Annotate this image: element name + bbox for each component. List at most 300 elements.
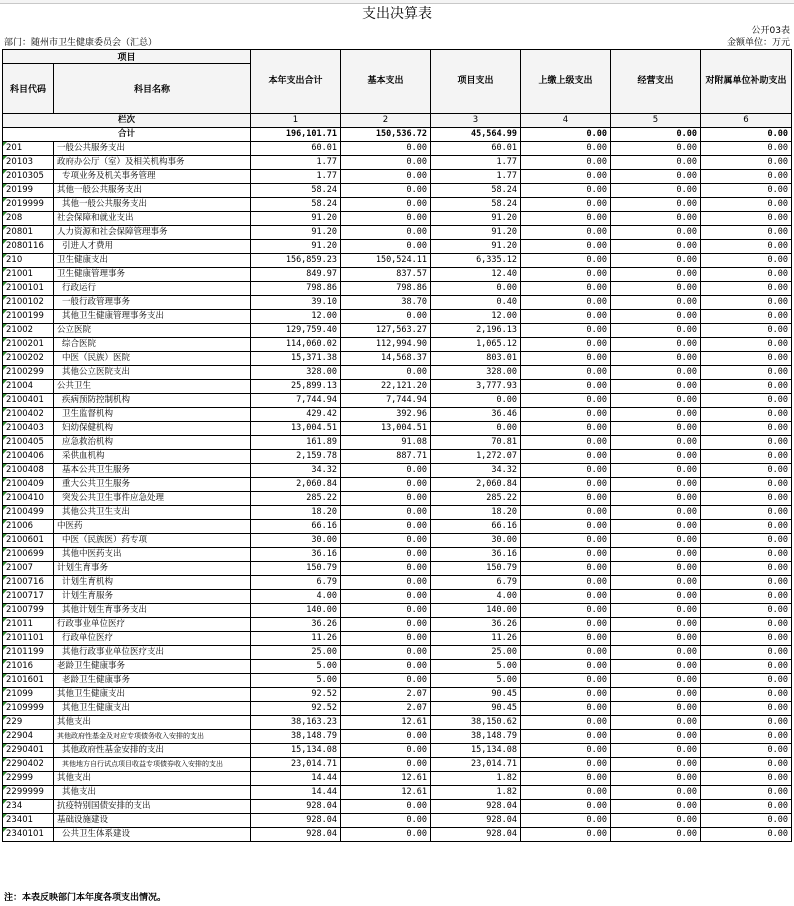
amount-subsidy: 0.00 xyxy=(701,184,792,198)
amount-basic: 150,524.11 xyxy=(341,254,431,268)
subject-code: 20199 xyxy=(3,184,54,198)
subject-code: 2101199 xyxy=(3,646,54,660)
amount-upper: 0.00 xyxy=(521,212,611,226)
amount-total: 60.01 xyxy=(251,142,341,156)
amount-total: 2,159.78 xyxy=(251,450,341,464)
amount-business: 0.00 xyxy=(611,464,701,478)
amount-project: 66.16 xyxy=(431,520,521,534)
subject-code: 2109999 xyxy=(3,702,54,716)
amount-upper: 0.00 xyxy=(521,170,611,184)
amount-basic: 2.07 xyxy=(341,688,431,702)
amount-subsidy: 0.00 xyxy=(701,198,792,212)
amount-business: 0.00 xyxy=(611,506,701,520)
cell-flag-icon xyxy=(3,548,7,552)
index-row xyxy=(3,114,792,128)
subject-name: 其他卫生健康管理事务支出 xyxy=(54,310,251,324)
subject-name: 其他公立医院支出 xyxy=(54,366,251,380)
amount-business: 0.00 xyxy=(611,478,701,492)
amount-total: 15,371.38 xyxy=(251,352,341,366)
subject-code: 2080116 xyxy=(3,240,54,254)
amount-subsidy: 0.00 xyxy=(701,828,792,842)
subject-name: 其他公共卫生支出 xyxy=(54,506,251,520)
amount-total: 4.00 xyxy=(251,590,341,604)
amount-total: 161.89 xyxy=(251,436,341,450)
subject-code: 23401 xyxy=(3,814,54,828)
subject-name: 卫生健康管理事务 xyxy=(54,268,251,282)
amount-business: 0.00 xyxy=(611,240,701,254)
cell-flag-icon xyxy=(3,506,7,510)
table-row xyxy=(3,702,792,716)
table-row xyxy=(3,772,792,786)
total-row xyxy=(3,128,792,142)
amount-basic: 0.00 xyxy=(341,604,431,618)
amount-basic: 0.00 xyxy=(341,212,431,226)
amount-subsidy: 0.00 xyxy=(701,212,792,226)
amount-upper: 0.00 xyxy=(521,198,611,212)
subject-code: 2100409 xyxy=(3,478,54,492)
amount-subsidy: 0.00 xyxy=(701,646,792,660)
amount-subsidy: 0.00 xyxy=(701,772,792,786)
amount-upper: 0.00 xyxy=(521,716,611,730)
amount-upper: 0.00 xyxy=(521,408,611,422)
subject-code: 21002 xyxy=(3,324,54,338)
subject-code: 229 xyxy=(3,716,54,730)
amount-business: 0.00 xyxy=(611,142,701,156)
subject-code: 2100405 xyxy=(3,436,54,450)
amount-upper: 0.00 xyxy=(521,562,611,576)
amount-total: 5.00 xyxy=(251,674,341,688)
subject-name: 抗疫特别国债安排的支出 xyxy=(54,800,251,814)
cell-flag-icon xyxy=(3,534,7,538)
expenditure-table xyxy=(2,49,792,842)
amount-project: 38,148.79 xyxy=(431,730,521,744)
amount-basic: 7,744.94 xyxy=(341,394,431,408)
amount-project: 928.04 xyxy=(431,828,521,842)
amount-business: 0.00 xyxy=(611,744,701,758)
amount-upper: 0.00 xyxy=(521,268,611,282)
amount-business: 0.00 xyxy=(611,814,701,828)
amount-total: 91.20 xyxy=(251,240,341,254)
cell-flag-icon xyxy=(3,688,7,692)
cell-flag-icon xyxy=(3,632,7,636)
amount-business: 0.00 xyxy=(611,156,701,170)
amount-total: 114,060.02 xyxy=(251,338,341,352)
amount-subsidy: 0.00 xyxy=(701,576,792,590)
amount-total: 66.16 xyxy=(251,520,341,534)
table-row xyxy=(3,814,792,828)
amount-project: 2,196.13 xyxy=(431,324,521,338)
subject-name: 其他支出 xyxy=(54,786,251,800)
amount-subsidy: 0.00 xyxy=(701,702,792,716)
amount-project: 15,134.08 xyxy=(431,744,521,758)
amount-basic: 0.00 xyxy=(341,646,431,660)
amount-upper: 0.00 xyxy=(521,492,611,506)
amount-total: 36.26 xyxy=(251,618,341,632)
amount-subsidy: 0.00 xyxy=(701,338,792,352)
table-row xyxy=(3,632,792,646)
header-business: 经营支出 xyxy=(611,50,701,114)
table-row xyxy=(3,534,792,548)
amount-upper: 0.00 xyxy=(521,772,611,786)
subject-name: 其他中医药支出 xyxy=(54,548,251,562)
table-row xyxy=(3,660,792,674)
subject-code: 2010305 xyxy=(3,170,54,184)
table-row xyxy=(3,394,792,408)
amount-basic: 887.71 xyxy=(341,450,431,464)
amount-upper: 0.00 xyxy=(521,786,611,800)
amount-total: 38,163.23 xyxy=(251,716,341,730)
table-row xyxy=(3,310,792,324)
amount-business: 0.00 xyxy=(611,170,701,184)
subject-code: 20103 xyxy=(3,156,54,170)
subject-code: 2100716 xyxy=(3,576,54,590)
amount-business: 0.00 xyxy=(611,226,701,240)
amount-basic: 91.08 xyxy=(341,436,431,450)
amount-project: 0.00 xyxy=(431,394,521,408)
cell-flag-icon xyxy=(3,576,7,580)
amount-upper: 0.00 xyxy=(521,604,611,618)
subject-code: 2100299 xyxy=(3,366,54,380)
subject-code: 2100799 xyxy=(3,604,54,618)
amount-project: 150.79 xyxy=(431,562,521,576)
amount-upper: 0.00 xyxy=(521,394,611,408)
amount-subsidy: 0.00 xyxy=(701,282,792,296)
amount-basic: 0.00 xyxy=(341,156,431,170)
amount-basic: 0.00 xyxy=(341,170,431,184)
amount-upper: 0.00 xyxy=(521,548,611,562)
amount-business: 0.00 xyxy=(611,590,701,604)
amount-project: 5.00 xyxy=(431,674,521,688)
amount-basic: 0.00 xyxy=(341,198,431,212)
amount-project: 18.20 xyxy=(431,506,521,520)
subject-code: 21006 xyxy=(3,520,54,534)
amount-total: 92.52 xyxy=(251,702,341,716)
subject-name: 其他支出 xyxy=(54,716,251,730)
amount-project: 1,272.07 xyxy=(431,450,521,464)
amount-total: 25.00 xyxy=(251,646,341,660)
amount-business: 0.00 xyxy=(611,254,701,268)
subject-name: 其他行政事业单位医疗支出 xyxy=(54,646,251,660)
amount-upper: 0.00 xyxy=(521,296,611,310)
index-cell: 1 xyxy=(251,114,341,128)
amount-basic: 0.00 xyxy=(341,590,431,604)
index-cell: 2 xyxy=(341,114,431,128)
amount-upper: 0.00 xyxy=(521,184,611,198)
amount-business: 0.00 xyxy=(611,618,701,632)
table-row xyxy=(3,674,792,688)
subject-name: 中医药 xyxy=(54,520,251,534)
amount-subsidy: 0.00 xyxy=(701,450,792,464)
amount-subsidy: 0.00 xyxy=(701,758,792,772)
amount-business: 0.00 xyxy=(611,660,701,674)
amount-project: 803.01 xyxy=(431,352,521,366)
cell-flag-icon xyxy=(3,142,7,146)
subject-code: 22904 xyxy=(3,730,54,744)
amount-subsidy: 0.00 xyxy=(701,562,792,576)
amount-upper: 0.00 xyxy=(521,338,611,352)
cell-flag-icon xyxy=(3,366,7,370)
amount-total: 91.20 xyxy=(251,226,341,240)
unit-label: 金额单位：万元 xyxy=(726,38,790,48)
amount-basic: 0.00 xyxy=(341,632,431,646)
amount-total: 39.10 xyxy=(251,296,341,310)
amount-subsidy: 0.00 xyxy=(701,394,792,408)
amount-project: 23,014.71 xyxy=(431,758,521,772)
amount-basic: 0.00 xyxy=(341,828,431,842)
subject-code: 2100403 xyxy=(3,422,54,436)
amount-basic: 12.61 xyxy=(341,716,431,730)
amount-subsidy: 0.00 xyxy=(701,548,792,562)
table-row xyxy=(3,688,792,702)
amount-project: 36.16 xyxy=(431,548,521,562)
amount-basic: 0.00 xyxy=(341,674,431,688)
subject-code: 21099 xyxy=(3,688,54,702)
amount-business: 0.00 xyxy=(611,212,701,226)
amount-subsidy: 0.00 xyxy=(701,604,792,618)
amount-subsidy: 0.00 xyxy=(701,436,792,450)
amount-subsidy: 0.00 xyxy=(701,240,792,254)
total-cell: 0.00 xyxy=(521,128,611,142)
amount-basic: 392.96 xyxy=(341,408,431,422)
table-row xyxy=(3,464,792,478)
amount-subsidy: 0.00 xyxy=(701,674,792,688)
amount-business: 0.00 xyxy=(611,758,701,772)
subject-name: 一般行政管理事务 xyxy=(54,296,251,310)
amount-upper: 0.00 xyxy=(521,156,611,170)
amount-project: 1.77 xyxy=(431,170,521,184)
amount-business: 0.00 xyxy=(611,576,701,590)
cell-flag-icon xyxy=(3,240,7,244)
amount-business: 0.00 xyxy=(611,450,701,464)
table-row xyxy=(3,786,792,800)
amount-subsidy: 0.00 xyxy=(701,716,792,730)
amount-basic: 0.00 xyxy=(341,366,431,380)
subject-name: 计划生育机构 xyxy=(54,576,251,590)
amount-upper: 0.00 xyxy=(521,380,611,394)
amount-basic: 0.00 xyxy=(341,478,431,492)
amount-total: 140.00 xyxy=(251,604,341,618)
amount-business: 0.00 xyxy=(611,604,701,618)
amount-basic: 127,563.27 xyxy=(341,324,431,338)
subject-name: 一般公共服务支出 xyxy=(54,142,251,156)
subject-code: 21007 xyxy=(3,562,54,576)
amount-total: 429.42 xyxy=(251,408,341,422)
amount-business: 0.00 xyxy=(611,352,701,366)
amount-upper: 0.00 xyxy=(521,688,611,702)
amount-total: 14.44 xyxy=(251,786,341,800)
subject-code: 2100410 xyxy=(3,492,54,506)
amount-upper: 0.00 xyxy=(521,506,611,520)
table-row xyxy=(3,730,792,744)
cell-flag-icon xyxy=(3,212,7,216)
amount-upper: 0.00 xyxy=(521,520,611,534)
amount-basic: 0.00 xyxy=(341,548,431,562)
cell-flag-icon xyxy=(3,408,7,412)
table-row xyxy=(3,184,792,198)
cell-flag-icon xyxy=(3,716,7,720)
amount-upper: 0.00 xyxy=(521,464,611,478)
amount-project: 11.26 xyxy=(431,632,521,646)
table-row xyxy=(3,520,792,534)
amount-business: 0.00 xyxy=(611,730,701,744)
amount-basic: 12.61 xyxy=(341,786,431,800)
table-row xyxy=(3,212,792,226)
amount-basic: 0.00 xyxy=(341,730,431,744)
subject-code: 2100601 xyxy=(3,534,54,548)
subject-code: 2100401 xyxy=(3,394,54,408)
total-cell: 196,101.71 xyxy=(251,128,341,142)
amount-subsidy: 0.00 xyxy=(701,352,792,366)
cell-flag-icon xyxy=(3,226,7,230)
amount-business: 0.00 xyxy=(611,338,701,352)
header-total: 本年支出合计 xyxy=(251,50,341,114)
subject-name: 基础设施建设 xyxy=(54,814,251,828)
amount-total: 2,060.84 xyxy=(251,478,341,492)
subject-code: 208 xyxy=(3,212,54,226)
amount-business: 0.00 xyxy=(611,632,701,646)
amount-basic: 0.00 xyxy=(341,814,431,828)
amount-subsidy: 0.00 xyxy=(701,380,792,394)
subject-name: 其他卫生健康支出 xyxy=(54,702,251,716)
amount-project: 928.04 xyxy=(431,814,521,828)
table-row xyxy=(3,478,792,492)
amount-basic: 0.00 xyxy=(341,660,431,674)
subject-code: 2100102 xyxy=(3,296,54,310)
amount-total: 928.04 xyxy=(251,814,341,828)
amount-subsidy: 0.00 xyxy=(701,310,792,324)
subject-code: 22999 xyxy=(3,772,54,786)
amount-basic: 0.00 xyxy=(341,800,431,814)
cell-flag-icon xyxy=(3,338,7,342)
amount-project: 4.00 xyxy=(431,590,521,604)
amount-business: 0.00 xyxy=(611,408,701,422)
amount-subsidy: 0.00 xyxy=(701,366,792,380)
amount-project: 928.04 xyxy=(431,800,521,814)
amount-total: 25,899.13 xyxy=(251,380,341,394)
amount-project: 91.20 xyxy=(431,212,521,226)
amount-upper: 0.00 xyxy=(521,240,611,254)
subject-name: 人力资源和社会保障管理事务 xyxy=(54,226,251,240)
amount-basic: 0.00 xyxy=(341,142,431,156)
footnote: 注：本表反映部门本年度各项支出情况。 xyxy=(4,893,167,903)
table-row xyxy=(3,352,792,366)
cell-flag-icon xyxy=(3,744,7,748)
amount-business: 0.00 xyxy=(611,800,701,814)
table-row xyxy=(3,142,792,156)
amount-subsidy: 0.00 xyxy=(701,618,792,632)
cell-flag-icon xyxy=(3,702,7,706)
department-label: 部门：随州市卫生健康委员会（汇总） xyxy=(4,38,158,48)
table-row xyxy=(3,366,792,380)
amount-upper: 0.00 xyxy=(521,436,611,450)
amount-upper: 0.00 xyxy=(521,366,611,380)
amount-total: 38,148.79 xyxy=(251,730,341,744)
amount-subsidy: 0.00 xyxy=(701,660,792,674)
amount-upper: 0.00 xyxy=(521,590,611,604)
cell-flag-icon xyxy=(3,170,7,174)
subject-name: 其他地方自行试点项目收益专项债券收入安排的支出 xyxy=(54,758,251,772)
amount-upper: 0.00 xyxy=(521,814,611,828)
amount-total: 92.52 xyxy=(251,688,341,702)
amount-basic: 0.00 xyxy=(341,576,431,590)
header-upper: 上缴上级支出 xyxy=(521,50,611,114)
amount-basic: 0.00 xyxy=(341,184,431,198)
amount-project: 58.24 xyxy=(431,184,521,198)
amount-subsidy: 0.00 xyxy=(701,688,792,702)
amount-project: 0.00 xyxy=(431,422,521,436)
cell-flag-icon xyxy=(3,604,7,608)
subject-name: 卫生监督机构 xyxy=(54,408,251,422)
subject-name: 其他支出 xyxy=(54,772,251,786)
table-row xyxy=(3,436,792,450)
amount-business: 0.00 xyxy=(611,520,701,534)
amount-total: 928.04 xyxy=(251,828,341,842)
subject-code: 2100406 xyxy=(3,450,54,464)
amount-basic: 22,121.20 xyxy=(341,380,431,394)
amount-subsidy: 0.00 xyxy=(701,506,792,520)
amount-total: 91.20 xyxy=(251,212,341,226)
amount-business: 0.00 xyxy=(611,688,701,702)
amount-upper: 0.00 xyxy=(521,618,611,632)
amount-upper: 0.00 xyxy=(521,142,611,156)
amount-total: 11.26 xyxy=(251,632,341,646)
total-cell: 150,536.72 xyxy=(341,128,431,142)
amount-project: 91.20 xyxy=(431,240,521,254)
amount-basic: 12.61 xyxy=(341,772,431,786)
amount-upper: 0.00 xyxy=(521,324,611,338)
amount-basic: 0.00 xyxy=(341,744,431,758)
amount-subsidy: 0.00 xyxy=(701,478,792,492)
amount-subsidy: 0.00 xyxy=(701,408,792,422)
amount-project: 6,335.12 xyxy=(431,254,521,268)
amount-basic: 0.00 xyxy=(341,534,431,548)
subject-name: 公立医院 xyxy=(54,324,251,338)
amount-project: 30.00 xyxy=(431,534,521,548)
table-row xyxy=(3,324,792,338)
subject-code: 21004 xyxy=(3,380,54,394)
index-row-label: 栏次 xyxy=(3,114,251,128)
cell-flag-icon xyxy=(3,380,7,384)
amount-business: 0.00 xyxy=(611,828,701,842)
cell-flag-icon xyxy=(3,814,7,818)
table-row xyxy=(3,576,792,590)
amount-subsidy: 0.00 xyxy=(701,226,792,240)
cell-flag-icon xyxy=(3,282,7,286)
amount-business: 0.00 xyxy=(611,282,701,296)
amount-total: 30.00 xyxy=(251,534,341,548)
amount-total: 5.00 xyxy=(251,660,341,674)
amount-total: 6.79 xyxy=(251,576,341,590)
amount-project: 36.26 xyxy=(431,618,521,632)
amount-basic: 13,004.51 xyxy=(341,422,431,436)
amount-total: 7,744.94 xyxy=(251,394,341,408)
amount-upper: 0.00 xyxy=(521,730,611,744)
amount-project: 5.00 xyxy=(431,660,521,674)
amount-subsidy: 0.00 xyxy=(701,296,792,310)
subject-code: 21001 xyxy=(3,268,54,282)
cell-flag-icon xyxy=(3,786,7,790)
amount-business: 0.00 xyxy=(611,772,701,786)
subject-name: 突发公共卫生事件应急处理 xyxy=(54,492,251,506)
amount-upper: 0.00 xyxy=(521,702,611,716)
amount-basic: 0.00 xyxy=(341,506,431,520)
amount-total: 285.22 xyxy=(251,492,341,506)
amount-upper: 0.00 xyxy=(521,254,611,268)
table-row xyxy=(3,506,792,520)
subject-name: 行政单位医疗 xyxy=(54,632,251,646)
amount-project: 38,150.62 xyxy=(431,716,521,730)
amount-total: 12.00 xyxy=(251,310,341,324)
